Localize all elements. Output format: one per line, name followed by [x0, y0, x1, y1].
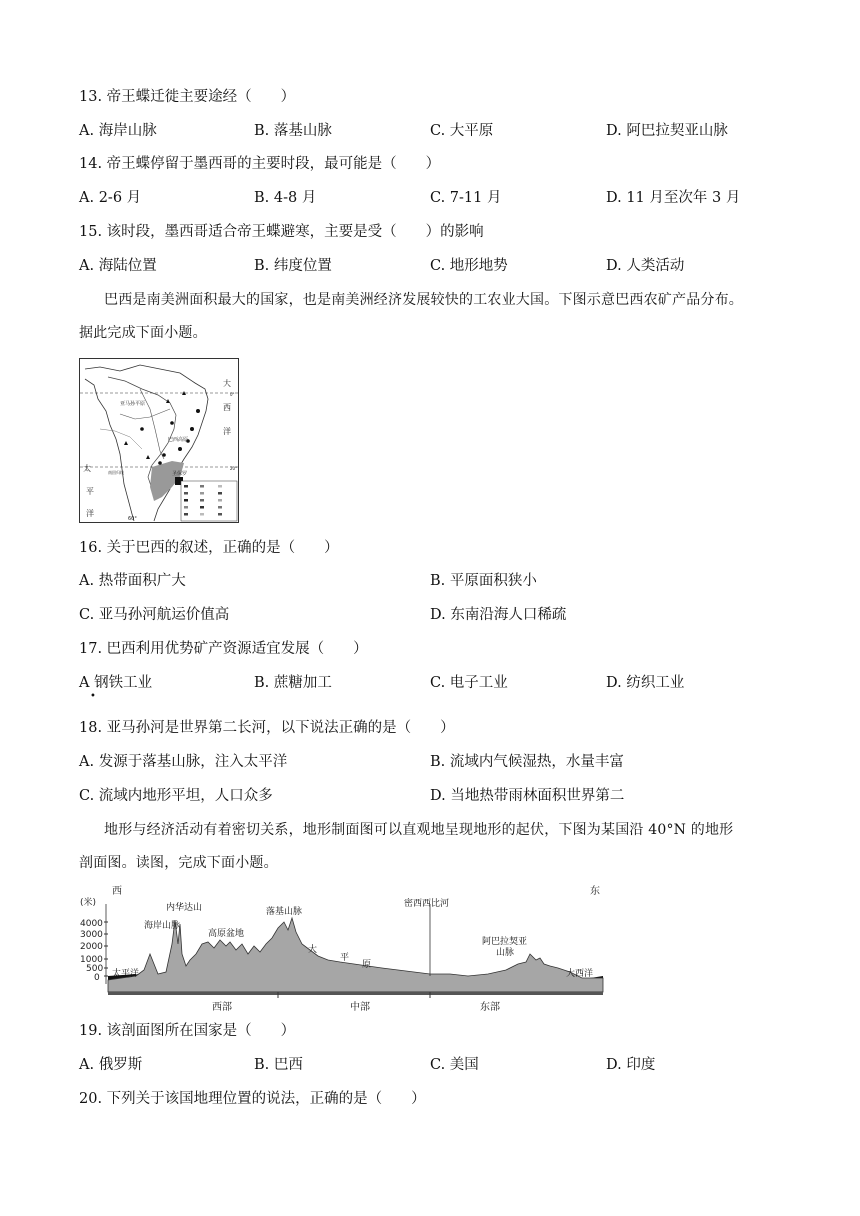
q15-option-b: B. 纬度位置 — [254, 258, 332, 274]
profile-label-coast-1: 海岸山脉 — [144, 921, 181, 931]
profile-west-label: 西 — [112, 886, 122, 897]
profile-ytick-500: 500 — [86, 964, 104, 974]
passage-brazil-line1: 巴西是南美洲面积最大的国家，也是南美洲经济发展较快的工农业大国。下图示意巴西农矿产品分布。 — [104, 292, 743, 308]
q14-option-b: B. 4-8 月 — [254, 190, 317, 206]
q18-option-b: B. 流域内气候湿热，水量丰富 — [430, 754, 624, 770]
q15-option-d: D. 人类活动 — [606, 258, 685, 274]
profile-east-label: 东 — [590, 886, 600, 897]
profile-region-west: 西部 — [212, 1002, 232, 1013]
stray-dot: • — [90, 691, 96, 702]
brazil-map — [79, 358, 239, 523]
question-13-stem: 13. 帝王蝶迁徙主要途经（ ） — [79, 89, 296, 105]
map-label-atlantic-2: 西 — [223, 403, 231, 412]
map-label-plateau: 巴西高原 — [168, 437, 189, 443]
q14-option-d: D. 11 月至次年 3 月 — [606, 190, 741, 206]
q19-option-b: B. 巴西 — [254, 1057, 303, 1073]
q15-option-c: C. 地形地势 — [430, 258, 508, 274]
map-label-tropic: 南回归线 — [108, 470, 124, 475]
q13-option-b: B. 落基山脉 — [254, 123, 332, 139]
profile-label-mississippi: 密西西比河 — [404, 899, 450, 909]
passage-brazil-line2: 据此完成下面小题。 — [79, 325, 207, 341]
q19-option-d: D. 印度 — [606, 1057, 656, 1073]
map-label-pacific-2: 平 — [86, 487, 94, 496]
map-label-city: 圣保罗 — [172, 471, 188, 477]
q17-option-b: B. 蔗糖加工 — [254, 675, 332, 691]
question-14-stem: 14. 帝王蝶停留于墨西哥的主要时段，最可能是（ ） — [79, 156, 441, 172]
profile-label-rockies: 落基山脉 — [266, 907, 303, 917]
profile-region-central: 中部 — [350, 1002, 370, 1013]
profile-label-plains-1: 大 — [308, 945, 318, 955]
profile-label-plains-2: 平 — [340, 953, 350, 963]
q13-option-a: A. 海岸山脉 — [79, 123, 157, 139]
q16-option-b: B. 平原面积狭小 — [430, 573, 537, 589]
q18-option-a: A. 发源于落基山脉，注入太平洋 — [79, 754, 288, 770]
passage-profile-line1: 地形与经济活动有着密切关系，地形制面图可以直观地呈现地形的起伏，下图为某国沿 40°N 的地形 — [104, 822, 734, 838]
question-18-stem: 18. 亚马孙河是世界第二长河，以下说法正确的是（ ） — [79, 720, 455, 736]
q17-option-c: C. 电子工业 — [430, 675, 508, 691]
q16-option-c: C. 亚马孙河航运价值高 — [79, 607, 230, 623]
question-20-stem: 20. 下列关于该国地理位置的说法，正确的是（ ） — [79, 1091, 426, 1107]
map-label-pacific-1: 太 — [83, 464, 91, 473]
map-label-pacific-3: 洋 — [86, 509, 94, 518]
q14-option-c: C. 7-11 月 — [430, 190, 502, 206]
profile-ytick-1000: 1000 — [80, 955, 103, 965]
profile-label-appalachian-1: 阿巴拉契亚 — [482, 937, 528, 947]
profile-label-atlantic: 大西洋 — [566, 969, 594, 979]
q14-option-a: A. 2-6 月 — [79, 190, 142, 206]
question-15-stem: 15. 该时段，墨西哥适合帝王蝶避寒，主要是受（ ）的影响 — [79, 224, 484, 240]
q18-option-d: D. 当地热带雨林面积世界第二 — [430, 788, 625, 804]
profile-label-basin: 高原盆地 — [208, 929, 245, 939]
q17-option-d: D. 纺织工业 — [606, 675, 685, 691]
profile-unit: (米) — [80, 898, 97, 908]
profile-label-pacific: 太平洋 — [112, 969, 140, 979]
profile-label-plains-3: 原 — [362, 960, 372, 970]
q13-option-d: D. 阿巴拉契亚山脉 — [606, 123, 728, 139]
q17-option-a: A 钢铁工业 — [79, 675, 153, 691]
profile-label-appalachian-2: 山脉 — [496, 948, 515, 958]
map-label-lon-60: 60° — [128, 516, 137, 522]
question-17-stem: 17. 巴西利用优势矿产资源适宜发展（ ） — [79, 641, 368, 657]
q13-option-c: C. 大平原 — [430, 123, 494, 139]
q19-option-c: C. 美国 — [430, 1057, 479, 1073]
profile-label-sierra: 内华达山 — [166, 903, 203, 913]
q16-option-d: D. 东南沿海人口稀疏 — [430, 607, 567, 623]
q15-option-a: A. 海陆位置 — [79, 258, 157, 274]
profile-region-east: 东部 — [480, 1002, 500, 1013]
q16-option-a: A. 热带面积广大 — [79, 573, 186, 589]
question-19-stem: 19. 该剖面图所在国家是（ ） — [79, 1023, 296, 1039]
map-label-plain: 亚马孙平原 — [120, 401, 146, 407]
map-label-lat-20: 20° — [230, 466, 238, 471]
map-label-lat-0: 0° — [230, 392, 235, 397]
profile-ytick-2000: 2000 — [80, 942, 103, 952]
q19-option-a: A. 俄罗斯 — [79, 1057, 143, 1073]
map-label-atlantic-1: 大 — [223, 379, 231, 388]
map-label-atlantic-3: 洋 — [223, 427, 231, 436]
profile-ytick-0: 0 — [94, 973, 100, 983]
profile-ytick-3000: 3000 — [80, 930, 103, 940]
profile-ytick-4000: 4000 — [80, 919, 103, 929]
question-16-stem: 16. 关于巴西的叙述，正确的是（ ） — [79, 540, 339, 556]
terrain-profile-figure — [78, 884, 608, 1014]
passage-profile-line2: 剖面图。读图，完成下面小题。 — [79, 855, 278, 871]
q18-option-c: C. 流域内地形平坦，人口众多 — [79, 788, 273, 804]
